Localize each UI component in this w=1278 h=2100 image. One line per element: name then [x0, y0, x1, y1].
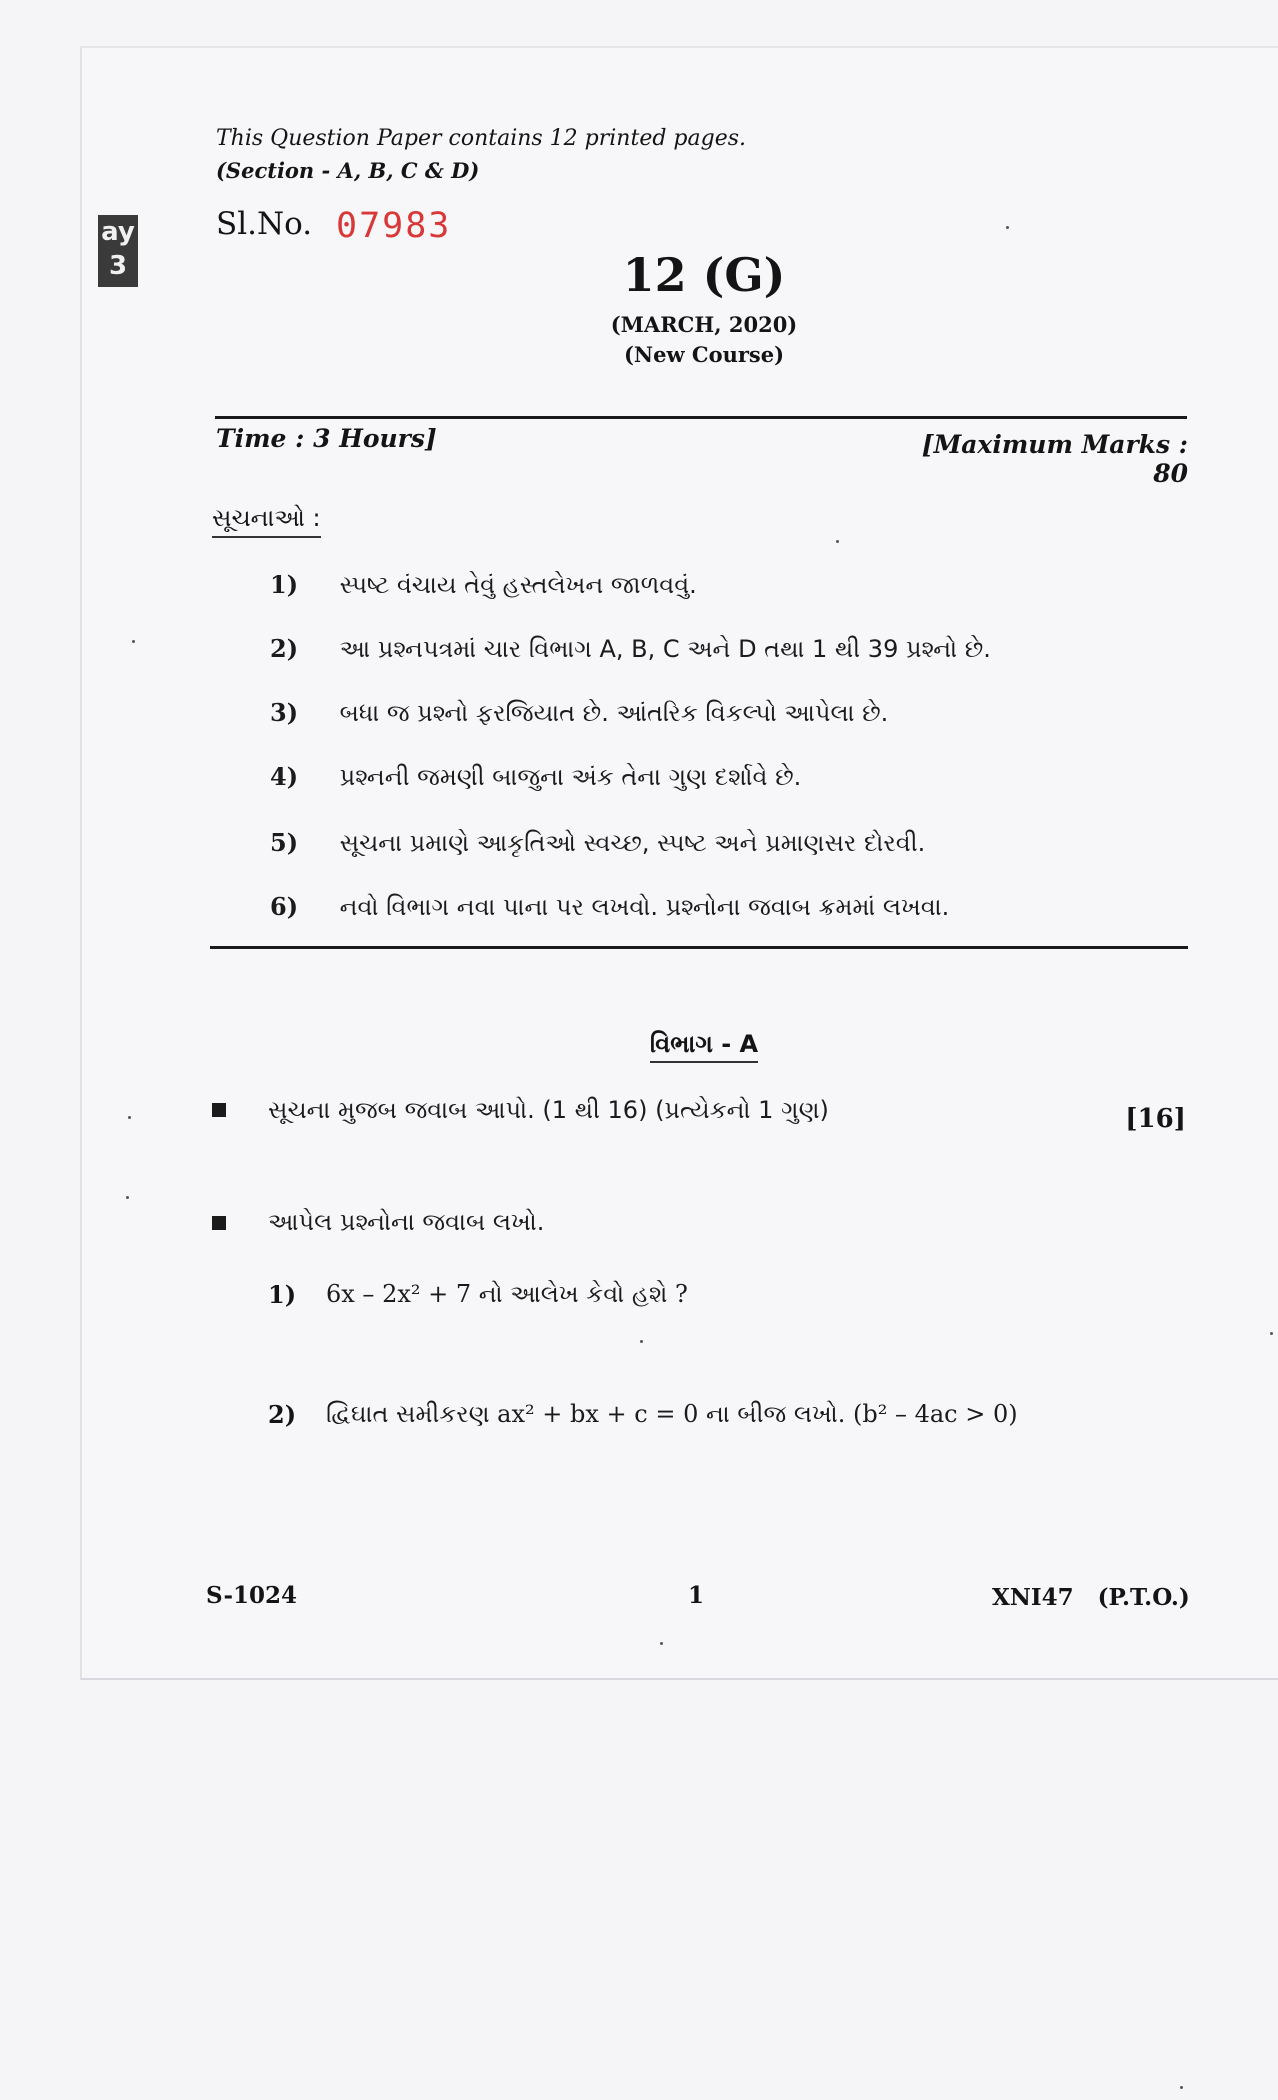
sections-note: (Section - A, B, C & D) — [216, 158, 480, 183]
time-limit: Time : 3 Hours] — [216, 424, 437, 453]
instruction-text: સૂચના પ્રમાણે આકૃતિઓ સ્વચ્છ, સ્પષ્ટ અને પ્રમાણસર દોરવી. — [339, 829, 926, 857]
instruction-text: આ પ્રશ્નપત્રમાં ચાર વિભાગ A, B, C અને D તથા 1 થી 39 પ્રશ્નો છે. — [339, 635, 991, 663]
question-text: દ્વિઘાત સમીકરણ ax² + bx + c = 0 ના બીજ લખો. (b² – 4ac > 0) — [326, 1400, 1018, 1428]
instructions-bottom-rule — [210, 946, 1188, 949]
instruction-number: 4) — [270, 762, 299, 791]
section-a-answer-directive: આપેલ પ્રશ્નોના જવાબ લખો. — [268, 1208, 545, 1236]
serial-number: 07983 — [336, 206, 452, 246]
scan-speck — [132, 640, 135, 643]
instruction-number: 6) — [270, 892, 299, 921]
instruction-number: 2) — [270, 634, 299, 663]
serial-label: Sl.No. — [216, 206, 313, 242]
bullet-square — [212, 1216, 226, 1230]
subject-title: 12 (G) — [622, 248, 786, 302]
instruction-text: નવો વિભાગ નવા પાના પર લખવો. પ્રશ્નોના જવાબ ક્રમમાં લખવા. — [339, 893, 950, 921]
scan-speck — [128, 1116, 131, 1119]
instruction-text: પ્રશ્નની જમણી બાજુના અંક તેના ગુણ દર્શાવે છે. — [339, 763, 802, 791]
exam-date: (MARCH, 2020) — [610, 312, 798, 337]
scan-speck — [1270, 1332, 1273, 1335]
instruction-item — [270, 762, 1170, 791]
bullet-square — [212, 1103, 226, 1117]
instruction-item — [270, 634, 1170, 663]
instruction-number: 3) — [270, 698, 299, 727]
section-a-title: વિભાગ - A — [650, 1030, 758, 1063]
scan-speck — [660, 1642, 663, 1645]
side-tab-line-2: 3 — [108, 251, 128, 281]
instruction-text: બધા જ પ્રશ્નો ફરજિયાત છે. આંતરિક વિકલ્પો આપેલા છે. — [339, 699, 889, 727]
side-tab-line-1: ay — [101, 217, 135, 247]
pages-note: This Question Paper contains 12 printed pages. — [216, 126, 746, 151]
instruction-item — [270, 698, 1170, 727]
reference-code: XNI47 — [992, 1584, 1074, 1611]
course-label: (New Course) — [623, 342, 785, 367]
instruction-item — [270, 828, 1170, 857]
instructions-title: સૂચનાઓ : — [212, 504, 321, 538]
question-number: 1) — [268, 1280, 297, 1309]
scan-speck — [640, 1340, 643, 1343]
section-a-marks: [16] — [1125, 1104, 1186, 1134]
paper-code: S-1024 — [206, 1582, 298, 1609]
please-turn-over: (P.T.O.) — [1097, 1584, 1190, 1611]
instruction-number: 1) — [270, 570, 299, 599]
instruction-text: સ્પષ્ટ વંચાય તેવું હસ્તલેખન જાળવવું. — [339, 571, 697, 599]
instruction-number: 5) — [270, 828, 299, 857]
page-number: 1 — [688, 1582, 705, 1609]
question-number: 2) — [268, 1400, 297, 1429]
maximum-marks: [Maximum Marks : 80 — [921, 430, 1188, 488]
scan-speck — [126, 1196, 129, 1199]
header-top-rule — [215, 416, 1187, 419]
scan-speck — [1180, 2086, 1183, 2089]
scan-speck — [836, 540, 839, 543]
instruction-item — [270, 892, 1170, 921]
section-a-directive: સૂચના મુજબ જવાબ આપો. (1 થી 16) (પ્રત્યેકનો 1 ગુણ) — [268, 1096, 829, 1124]
scan-speck — [1006, 226, 1009, 229]
paper-reference — [992, 1584, 1190, 1611]
instruction-item — [270, 570, 1170, 599]
question-text: 6x – 2x² + 7 નો આલેખ કેવો હશે ? — [326, 1280, 688, 1308]
